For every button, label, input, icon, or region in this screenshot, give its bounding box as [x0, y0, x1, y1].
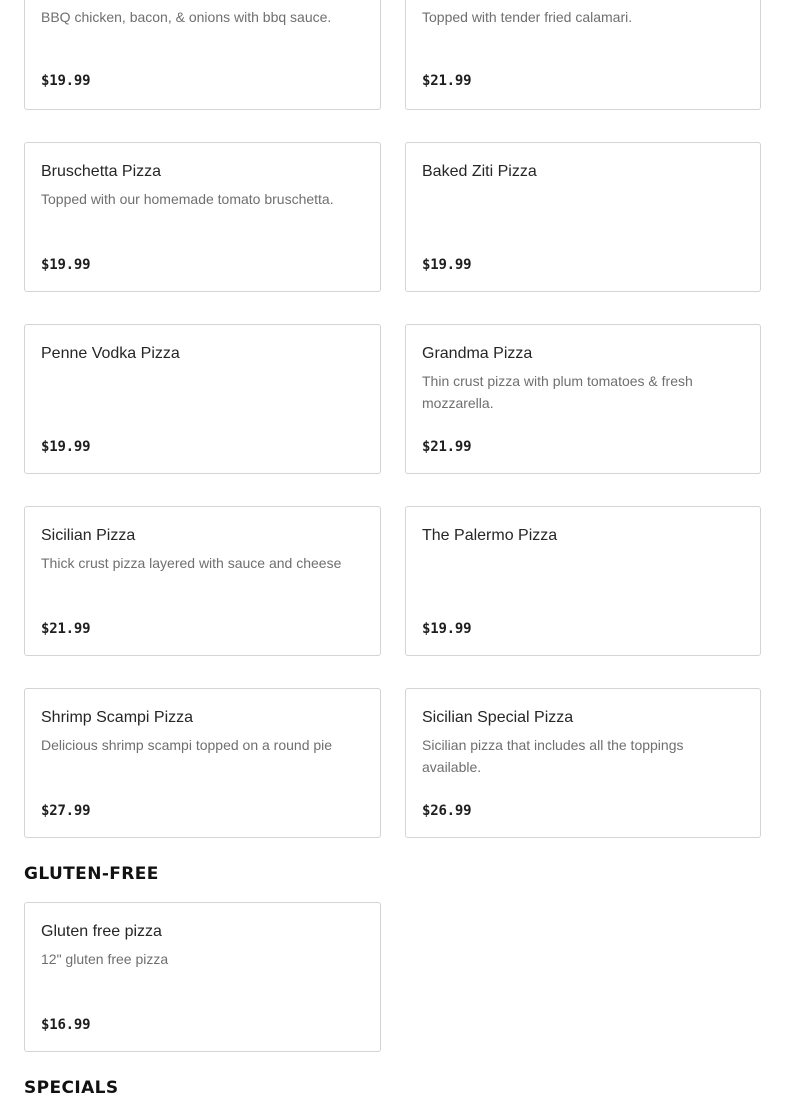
menu-item-price: $16.99: [41, 1017, 91, 1033]
menu-item-price: $19.99: [422, 257, 472, 273]
menu-item-price: $21.99: [422, 73, 472, 89]
menu-item-name: Penne Vodka Pizza: [41, 345, 180, 362]
menu-item-name: Grandma Pizza: [422, 345, 533, 362]
menu-item-price: $19.99: [41, 257, 91, 273]
menu-item-description: Sicilian pizza that includes all the toppings available.: [422, 737, 684, 775]
menu-item-description: Delicious shrimp scampi topped on a round pie: [41, 737, 333, 753]
section-heading-gluten-free: GLUTEN-FREE: [24, 864, 159, 884]
menu-item-card[interactable]: [24, 902, 381, 1052]
menu-item-price: $19.99: [422, 621, 472, 637]
menu-item-card[interactable]: [405, 506, 761, 656]
menu-item-name: The Palermo Pizza: [422, 527, 558, 544]
menu-item-card[interactable]: [24, 142, 381, 292]
menu-item-card[interactable]: [405, 142, 761, 292]
menu-item-name: Sicilian Special Pizza: [422, 709, 574, 726]
menu-item-description: Thick crust pizza layered with sauce and cheese: [41, 555, 342, 571]
menu-item-card[interactable]: [24, 506, 381, 656]
menu-item-card[interactable]: [405, 324, 761, 474]
menu-item-price: $19.99: [41, 439, 91, 455]
menu-item-description: Thin crust pizza with plum tomatoes & fresh mozzarella.: [422, 373, 693, 411]
menu-item-name: Gluten free pizza: [41, 923, 162, 940]
menu-item-card[interactable]: [405, 0, 761, 110]
menu-item-price: $21.99: [422, 439, 472, 455]
menu-item-name: Bruschetta Pizza: [41, 163, 162, 180]
menu-item-card[interactable]: [24, 324, 381, 474]
menu-item-card[interactable]: [405, 688, 761, 838]
menu-item-description: BBQ chicken, bacon, & onions with bbq sauce.: [41, 9, 332, 25]
menu-item-card[interactable]: [24, 0, 381, 110]
menu-item-price: $19.99: [41, 73, 91, 89]
menu-item-price: $21.99: [41, 621, 91, 637]
menu-item-name: Shrimp Scampi Pizza: [41, 709, 194, 726]
menu-item-card[interactable]: [24, 688, 381, 838]
section-heading-specials: SPECIALS: [24, 1078, 119, 1098]
menu-item-description: Topped with tender fried calamari.: [422, 9, 633, 25]
menu-item-price: $27.99: [41, 803, 91, 819]
menu-item-description: 12" gluten free pizza: [41, 951, 169, 967]
menu-item-name: Sicilian Pizza: [41, 527, 136, 544]
menu-item-description: Topped with our homemade tomato bruschetta.: [41, 191, 334, 207]
menu-item-price: $26.99: [422, 803, 472, 819]
menu-item-name: Baked Ziti Pizza: [422, 163, 537, 180]
